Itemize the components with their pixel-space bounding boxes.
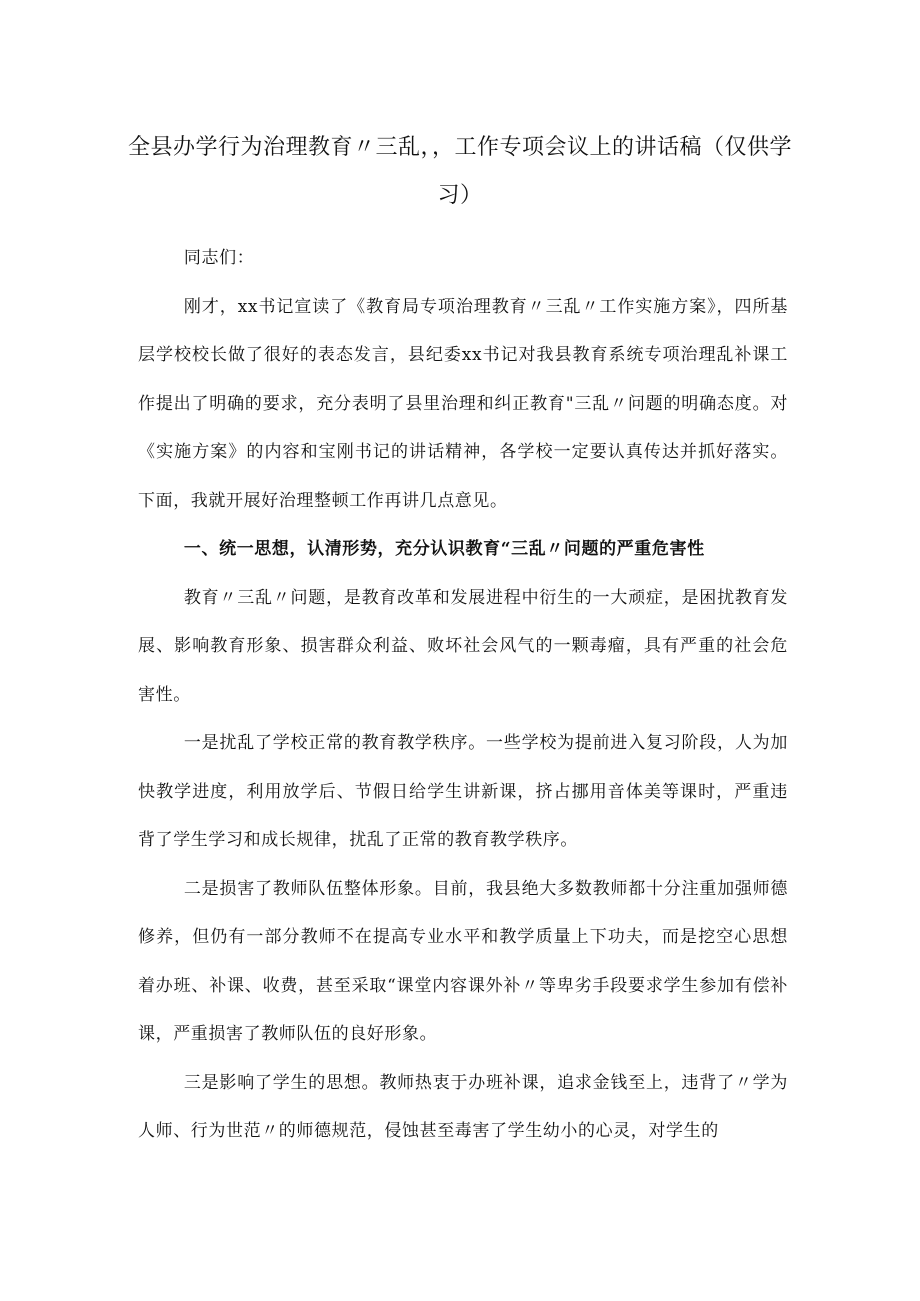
document-body xyxy=(138,234,788,1156)
paragraph-point-1: 一是扰乱了学校正常的教育教学秩序。一些学校为提前进入复习阶段，人为加快教学进度，利用放学后、节假日给学生讲新课，挤占挪用音体美等课时，严重违背了学生学习和成长规律，扰乱了正常的教育教学秩序。 xyxy=(138,733,788,850)
document-title: 全县办学行为治理教育〃三乱，，工作专项会议上的讲话稿（仅供学习） xyxy=(128,135,793,208)
paragraph-point-3: 三是影响了学生的思想。教师热衷于办班补课，追求金钱至上，违背了〃学为人师、行为世范〃的师德规范，侵蚀甚至毒害了学生幼小的心灵，对学生的 xyxy=(138,1072,788,1141)
paragraph-intro: 刚才，xx书记宣读了《教育局专项治理教育〃三乱〃工作实施方案》，四所基层学校校长做了很好的表态发言，县纪委xx书记对我县教育系统专项治理乱补课工作提出了明确的要求，充分表明了县里治理和纠正教育"三乱〃问题的明确态度。对《实施方案》的内容和宝刚书记的讲话精神，各学校一定要认真传达并抓好落实。下面，我就开展好治理整顿工作再讲几点意见。 xyxy=(138,296,788,511)
section-heading-1: 一、统一思想，认清形势，充分认识教育“三乱〃问题的严重危害性 xyxy=(183,539,705,559)
greeting: 同志们： xyxy=(183,248,255,268)
paragraph-point-2: 二是损害了教师队伍整体形象。目前，我县绝大多数教师都十分注重加强师德修养，但仍有一部分教师不在提高专业水平和教学质量上下功夫，而是挖空心思想着办班、补课、收费，甚至采取“课堂内容课外补〃等卑劣手段要求学生参加有偿补课，严重损害了教师队伍的良好形象。 xyxy=(138,878,788,1044)
paragraph-harm-overview: 教育〃三乱〃问题，是教育改革和发展进程中衍生的一大顽症，是困扰教育发展、影响教育形象、损害群众利益、败坏社会风气的一颗毒瘤，具有严重的社会危害性。 xyxy=(138,587,788,705)
